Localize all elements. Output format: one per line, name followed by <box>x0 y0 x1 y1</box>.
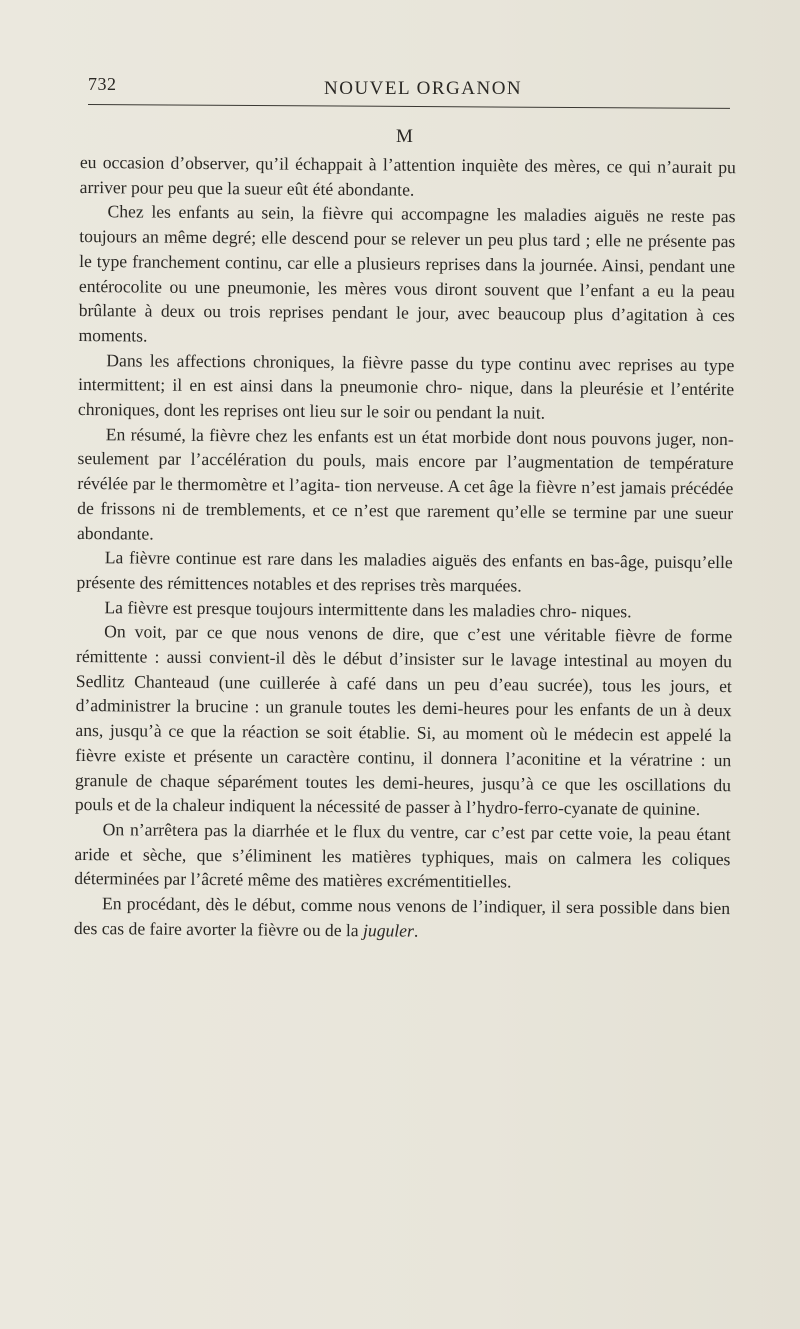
last-paragraph-text: En procédant, dès le début, comme nous venons de l’indiquer, il sera possible dans bien des cas de faire avorter la fièvre ou de la <box>73 893 731 941</box>
section-letter: M <box>396 126 414 147</box>
page-header <box>88 74 728 104</box>
page-number: 732 <box>88 74 117 94</box>
paragraph: La fièvre est presque toujours intermittente dans les maladies chro- niques. <box>104 596 632 622</box>
paragraph: On n’arrêtera pas la diarrhée et le flux du ventre, car c’est par cette voie, la peau étant aride et sèche, que s’éliminent les matières typhiques, mais on calmera les coliques déterminées par l’âcreté même des matières excrémentitielles. <box>74 819 731 892</box>
paragraph: On voit, par ce que nous venons de dire, que c’est une véritable fièvre de forme rémittente : aussi convient-il dès le début d’insister sur le lavage intestinal au moyen du Sedlitz Chanteaud (une cuillerée à café dans un peu d’eau sucrée), tous les jours, et d’administrer la brucine : un granule toutes les demi-heures pour les enfants de un à deux ans, jusqu’à ce que la réaction se soit établie. Si, au moment où le médecin est appelé la fièvre existe et présente un caractère continu, il donnera l’aconitine et la vératrine : un granule de chaque séparément toutes les demi-heures, jusqu’à ce que les oscillations du pouls et de la chaleur indiquent la nécessité de passer à l’hydro-ferro-cyanate de quinine. <box>74 621 733 820</box>
paragraph: Chez les enfants au sein, la fièvre qui accompagne les maladies aiguës ne reste pas toujours an même degré; elle descend pour se relever un peu plus tard ; elle ne présente pas le type franchement continu, car elle a plusieurs reprises dans la journée. Ainsi, pendant une entérocolite ou une pneumonie, les mères vous diront souvent que l’enfant a eu la peau brûlante à deux ou trois reprises pendant le jour, avec beaucoup plus d’agitation à ces moments. <box>78 201 736 346</box>
italic-word: juguler <box>362 920 414 941</box>
paragraph: La fièvre continue est rare dans les maladies aiguës des enfants en bas-âge, puisqu’elle présente des rémittences notables et des reprises très marquées. <box>76 547 733 596</box>
body-text <box>74 150 736 946</box>
paragraph: eu occasion d’observer, qu’il échappait à l’attention inquiète des mères, ce qui n’aurait pu arriver pour peu que la sueur eût été abondante. <box>79 151 736 200</box>
paragraph: Dans les affections chroniques, la fièvre passe du type continu avec reprises au type intermittent; il en est ainsi dans la pneumonie chro- nique, dans la pleurésie et l’entérite chroniques, dont les reprises ont lieu sur le soir ou pendant la nuit. <box>77 349 735 423</box>
running-title: NOUVEL ORGANON <box>324 78 523 99</box>
paragraph: En résumé, la fièvre chez les enfants est un état morbide dont nous pouvons juger, non-seulement par l’accélération du pouls, mais encore par l’augmentation de température révélée par le thermomètre et l’agita- tion nerveuse. A cet âge la fièvre n’est jamais précédée de frissons ni de tremblements, et ce n’est que rarement qu’elle se termine par une sueur abondante. <box>76 423 734 544</box>
last-paragraph <box>74 891 730 946</box>
header-rule <box>88 104 730 109</box>
last-paragraph-end: . <box>413 920 419 941</box>
